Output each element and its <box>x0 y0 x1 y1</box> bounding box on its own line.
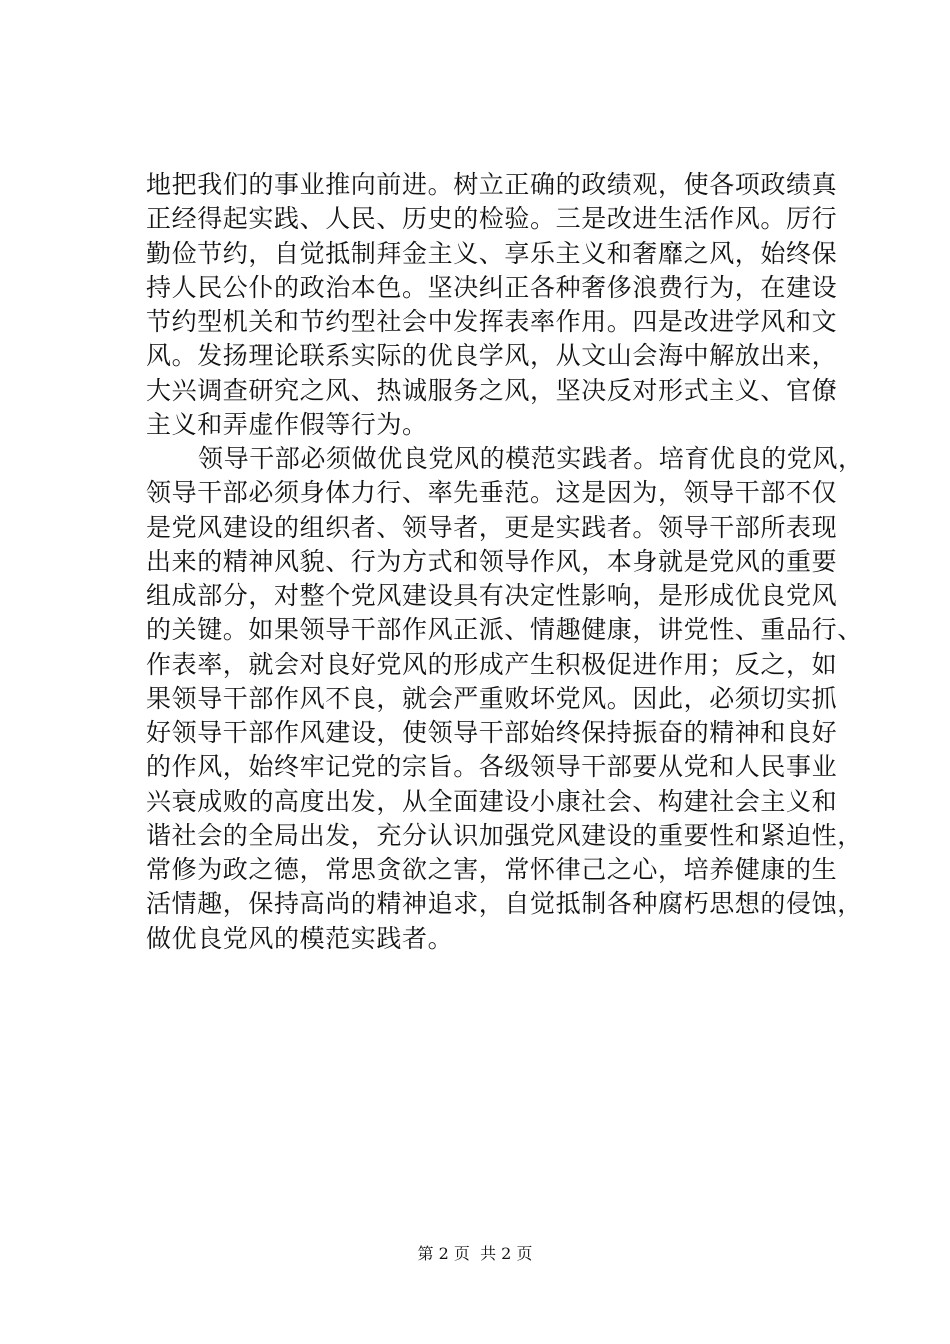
page-footer <box>0 1244 950 1264</box>
text-line: 做优良党风的模范实践者。 <box>146 923 454 953</box>
text-line: 风。发扬理论联系实际的优良学风，从文山会海中解放出来， <box>146 341 838 371</box>
text-line: 果领导干部作风不良，就会严重败坏党风。因此，必须切实抓 <box>146 683 838 713</box>
text-line: 大兴调查研究之风、热诚服务之风，坚决反对形式主义、官僚 <box>146 375 838 405</box>
text-line: 好领导干部作风建设，使领导干部始终保持振奋的精神和良好 <box>146 718 838 747</box>
text-line: 谐社会的全局出发，充分认识加强党风建设的重要性和紧迫性， <box>146 820 863 850</box>
page-number: 第 2 页 共 2 页 <box>417 1244 533 1263</box>
text-line: 组成部分，对整个党风建设具有决定性影响，是形成优良党风 <box>146 581 838 610</box>
text-line: 的作风，始终牢记党的宗旨。各级领导干部要从党和人民事业 <box>146 752 838 782</box>
text-line: 领导干部必须身体力行、率先垂范。这是因为，领导干部不仅 <box>146 478 838 508</box>
text-line: 是党风建设的组织者、领导者，更是实践者。领导干部所表现 <box>146 512 838 542</box>
body-text <box>146 168 864 956</box>
text-line: 常修为政之德，常思贪欲之害，常怀律己之心，培养健康的生 <box>146 855 838 884</box>
text-line: 主义和弄虚作假等行为。 <box>146 409 428 439</box>
text-line: 兴衰成败的高度出发，从全面建设小康社会、构建社会主义和 <box>146 786 838 816</box>
text-line: 作表率，就会对良好党风的形成产生积极促进作用；反之，如 <box>146 649 838 679</box>
text-line: 正经得起实践、人民、历史的检验。三是改进生活作风。厉行 <box>146 204 838 234</box>
text-line: 的关键。如果领导干部作风正派、情趣健康，讲党性、重品行、 <box>146 615 863 645</box>
text-line: 活情趣，保持高尚的精神追求，自觉抵制各种腐朽思想的侵蚀， <box>146 889 863 919</box>
text-line: 出来的精神风貌、行为方式和领导作风，本身就是党风的重要 <box>146 546 838 576</box>
text-line: 持人民公仆的政治本色。坚决纠正各种奢侈浪费行为，在建设 <box>146 272 838 302</box>
text-line: 节约型机关和节约型社会中发挥表率作用。四是改进学风和文 <box>146 307 838 336</box>
paragraph-first-line: 领导干部必须做优良党风的模范实践者。培育优良的党风， <box>198 444 864 473</box>
text-line: 地把我们的事业推向前进。树立正确的政绩观，使各项政绩真 <box>146 170 838 199</box>
text-line: 勤俭节约，自觉抵制拜金主义、享乐主义和奢靡之风，始终保 <box>146 238 838 268</box>
